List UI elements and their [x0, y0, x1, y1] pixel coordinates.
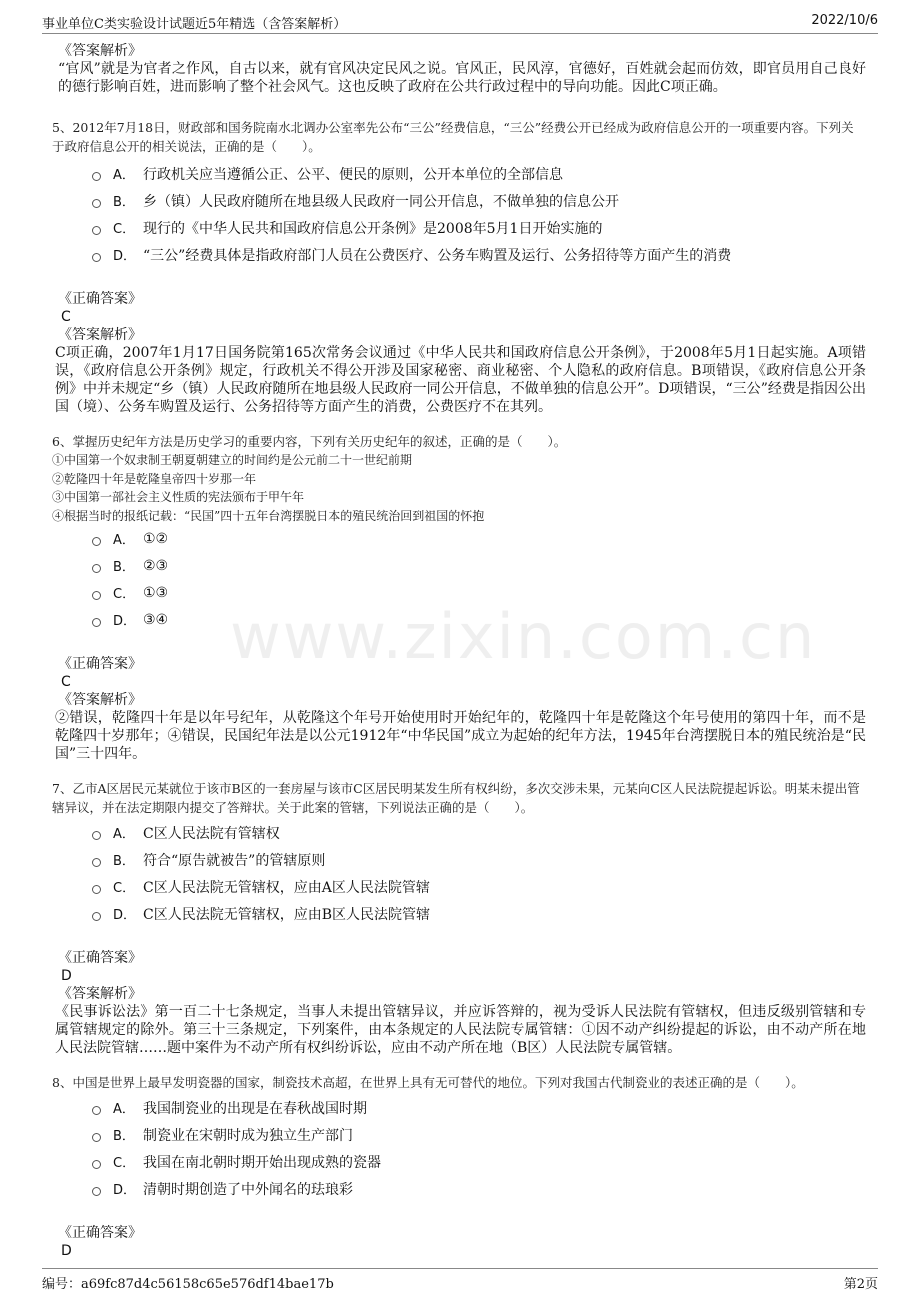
question-7 — [52, 779, 866, 1057]
option-a[interactable]: A． 我国制瓷业的出现是在春秋战国时期 — [92, 1094, 866, 1121]
page-number: 第2页 — [843, 1277, 878, 1292]
analysis-text: 《民事诉讼法》第一百二十七条规定，当事人未提出管辖异议，并应诉答辩的，视为受诉人民法院有管辖权，但违反级别管辖和专属管辖规定的除外。第三十三条规定，下列案件，由本条规定的人民法院专属管辖：①因不动产纠纷提起的诉讼，由不动产所在地人民法院管辖……题中案件为不动产所有权纠纷诉讼，应由不动产所在地（B区）人民法院专属管辖。 — [55, 1004, 866, 1056]
statement-1: ①中国第一个奴隶制王朝夏朝建立的时间约是公元前二十一世纪前期 — [52, 453, 413, 467]
radio-icon[interactable] — [92, 1187, 101, 1196]
answer-value: D — [61, 968, 72, 984]
answer-value: D — [61, 1243, 72, 1259]
option-d[interactable]: D． C区人民法院无管辖权，应由B区人民法院管辖 — [92, 900, 866, 927]
option-a[interactable]: A． 行政机关应当遵循公正、公平、便民的原则，公开本单位的全部信息 — [92, 160, 866, 187]
option-list — [92, 819, 866, 927]
document-date: 2022/10/6 — [811, 13, 878, 28]
answer-label: 《正确答案》 — [58, 950, 142, 966]
answer-value: C — [61, 309, 71, 325]
page-content — [52, 42, 866, 1260]
answer-block — [58, 1224, 866, 1260]
answer-block — [58, 949, 866, 1003]
radio-icon[interactable] — [92, 912, 101, 921]
page-footer — [42, 1268, 878, 1291]
analysis-text: “官风”就是为官者之作风，自古以来，就有官风决定民风之说。官风正，民风淳，官德好，百姓就会起而仿效，即官员用自己良好的德行影响百姓，进而影响了整个社会风气。这也反映了政府在公共行政过程中的导向功能。因此C项正确。 — [58, 61, 866, 95]
answer-label: 《正确答案》 — [58, 291, 142, 307]
option-list — [92, 1094, 866, 1202]
analysis-label: 《答案解析》 — [58, 327, 142, 343]
radio-icon[interactable] — [92, 591, 101, 600]
answer-label: 《正确答案》 — [58, 1225, 142, 1241]
option-b[interactable]: B． ②③ — [92, 552, 866, 579]
radio-icon[interactable] — [92, 1106, 101, 1115]
radio-icon[interactable] — [92, 253, 101, 262]
answer-label: 《正确答案》 — [58, 656, 142, 672]
option-list — [92, 525, 866, 633]
option-c[interactable]: C． 我国在南北朝时期开始出现成熟的瓷器 — [92, 1148, 866, 1175]
option-d[interactable]: D． ③④ — [92, 606, 866, 633]
statement-2: ②乾隆四十年是乾隆皇帝四十岁那一年 — [52, 471, 257, 486]
analysis-label: 《答案解析》 — [58, 692, 142, 708]
answer-block — [58, 290, 866, 344]
option-a[interactable]: A． C区人民法院有管辖权 — [92, 819, 866, 846]
answer-block — [58, 655, 866, 709]
analysis-text: C项正确，2007年1月17日国务院第165次常务会议通过《中华人民共和国政府信息公开条例》，于2008年5月1日起实施。A项错误，《政府信息公开条例》规定，行政机关不得公开涉及国家秘密、商业秘密、个人隐私的政府信息。B项错误，《政府信息公开条例》中并未规定“乡（镇）人民政府随所在地县级人民政府一同公开信息，不做单独的信息公开”。D项错误，“三公”经费是指因公出国（境）、公务车购置及运行、公务招待等方面产生的消费，公费医疗不在其列。 — [55, 345, 866, 415]
radio-icon[interactable] — [92, 1133, 101, 1142]
question-stem: 7、乙市A区居民元某就位于该市B区的一套房屋与该市C区居民明某发生所有权纠纷，多次交涉未果，元某向C区人民法院提起诉讼。明某未提出管辖异议，并在法定期限内提交了答辩状。关于此案的管辖，下列说法正确的是（ ）。 — [52, 781, 860, 815]
radio-icon[interactable] — [92, 199, 101, 208]
radio-icon[interactable] — [92, 172, 101, 181]
option-d[interactable]: D． 清朝时期创造了中外闻名的珐琅彩 — [92, 1175, 866, 1202]
question-5 — [52, 118, 866, 416]
watermark: www.zixin.com.cn — [230, 600, 817, 673]
analysis-text: ②错误，乾隆四十年是以年号纪年，从乾隆这个年号开始使用时开始纪年的，乾隆四十年是乾隆这个年号使用的第四十年，而不是乾隆四十岁那年；④错误，民国纪年法是以公元1912年“中华民国”成立为起始的纪年方法，1945年台湾摆脱日本的殖民统治是“民国”三十四年。 — [55, 710, 866, 762]
option-c[interactable]: C． 现行的《中华人民共和国政府信息公开条例》是2008年5月1日开始实施的 — [92, 214, 866, 241]
analysis-label: 《答案解析》 — [58, 43, 142, 59]
option-b[interactable]: B． 制瓷业在宋朝时成为独立生产部门 — [92, 1121, 866, 1148]
previous-analysis — [58, 42, 866, 96]
option-c[interactable]: C． ①③ — [92, 579, 866, 606]
question-stem: 5、2012年7月18日，财政部和国务院南水北调办公室率先公布“三公”经费信息，“三公”经费公开已经成为政府信息公开的一项重要内容。下列关于政府信息公开的相关说法，正确的是（ ）。 — [52, 120, 854, 154]
statement-3: ③中国第一部社会主义性质的宪法颁布于甲午年 — [52, 490, 305, 504]
radio-icon[interactable] — [92, 858, 101, 867]
page-header — [42, 11, 878, 34]
question-6 — [52, 432, 866, 763]
document-code: 编号：a69fc87d4c56158c65e576df14bae17b — [42, 1277, 334, 1292]
document-title: 事业单位C类实验设计试题近5年精选（含答案解析） — [42, 17, 347, 32]
option-c[interactable]: C． C区人民法院无管辖权，应由A区人民法院管辖 — [92, 873, 866, 900]
question-stem: 8、中国是世界上最早发明瓷器的国家，制瓷技术高超，在世界上具有无可替代的地位。下列对我国古代制瓷业的表述正确的是（ ）。 — [52, 1075, 804, 1090]
radio-icon[interactable] — [92, 1160, 101, 1169]
answer-value: C — [61, 674, 71, 690]
radio-icon[interactable] — [92, 537, 101, 546]
radio-icon[interactable] — [92, 564, 101, 573]
question-stem: 6、掌握历史纪年方法是历史学习的重要内容，下列有关历史纪年的叙述，正确的是（ ）。 — [52, 434, 567, 449]
radio-icon[interactable] — [92, 831, 101, 840]
radio-icon[interactable] — [92, 226, 101, 235]
option-b[interactable]: B． 乡（镇）人民政府随所在地县级人民政府一同公开信息，不做单独的信息公开 — [92, 187, 866, 214]
option-d[interactable]: D． “三公”经费具体是指政府部门人员在公费医疗、公务车购置及运行、公务招待等方面产生的消费 — [92, 241, 866, 268]
option-list — [92, 160, 866, 268]
option-b[interactable]: B． 符合“原告就被告”的管辖原则 — [92, 846, 866, 873]
radio-icon[interactable] — [92, 618, 101, 627]
question-8 — [52, 1073, 866, 1260]
analysis-label: 《答案解析》 — [58, 986, 142, 1002]
option-a[interactable]: A． ①② — [92, 525, 866, 552]
radio-icon[interactable] — [92, 885, 101, 894]
statement-4: ④根据当时的报纸记载：“民国”四十五年台湾摆脱日本的殖民统治回到祖国的怀抱 — [52, 508, 485, 523]
